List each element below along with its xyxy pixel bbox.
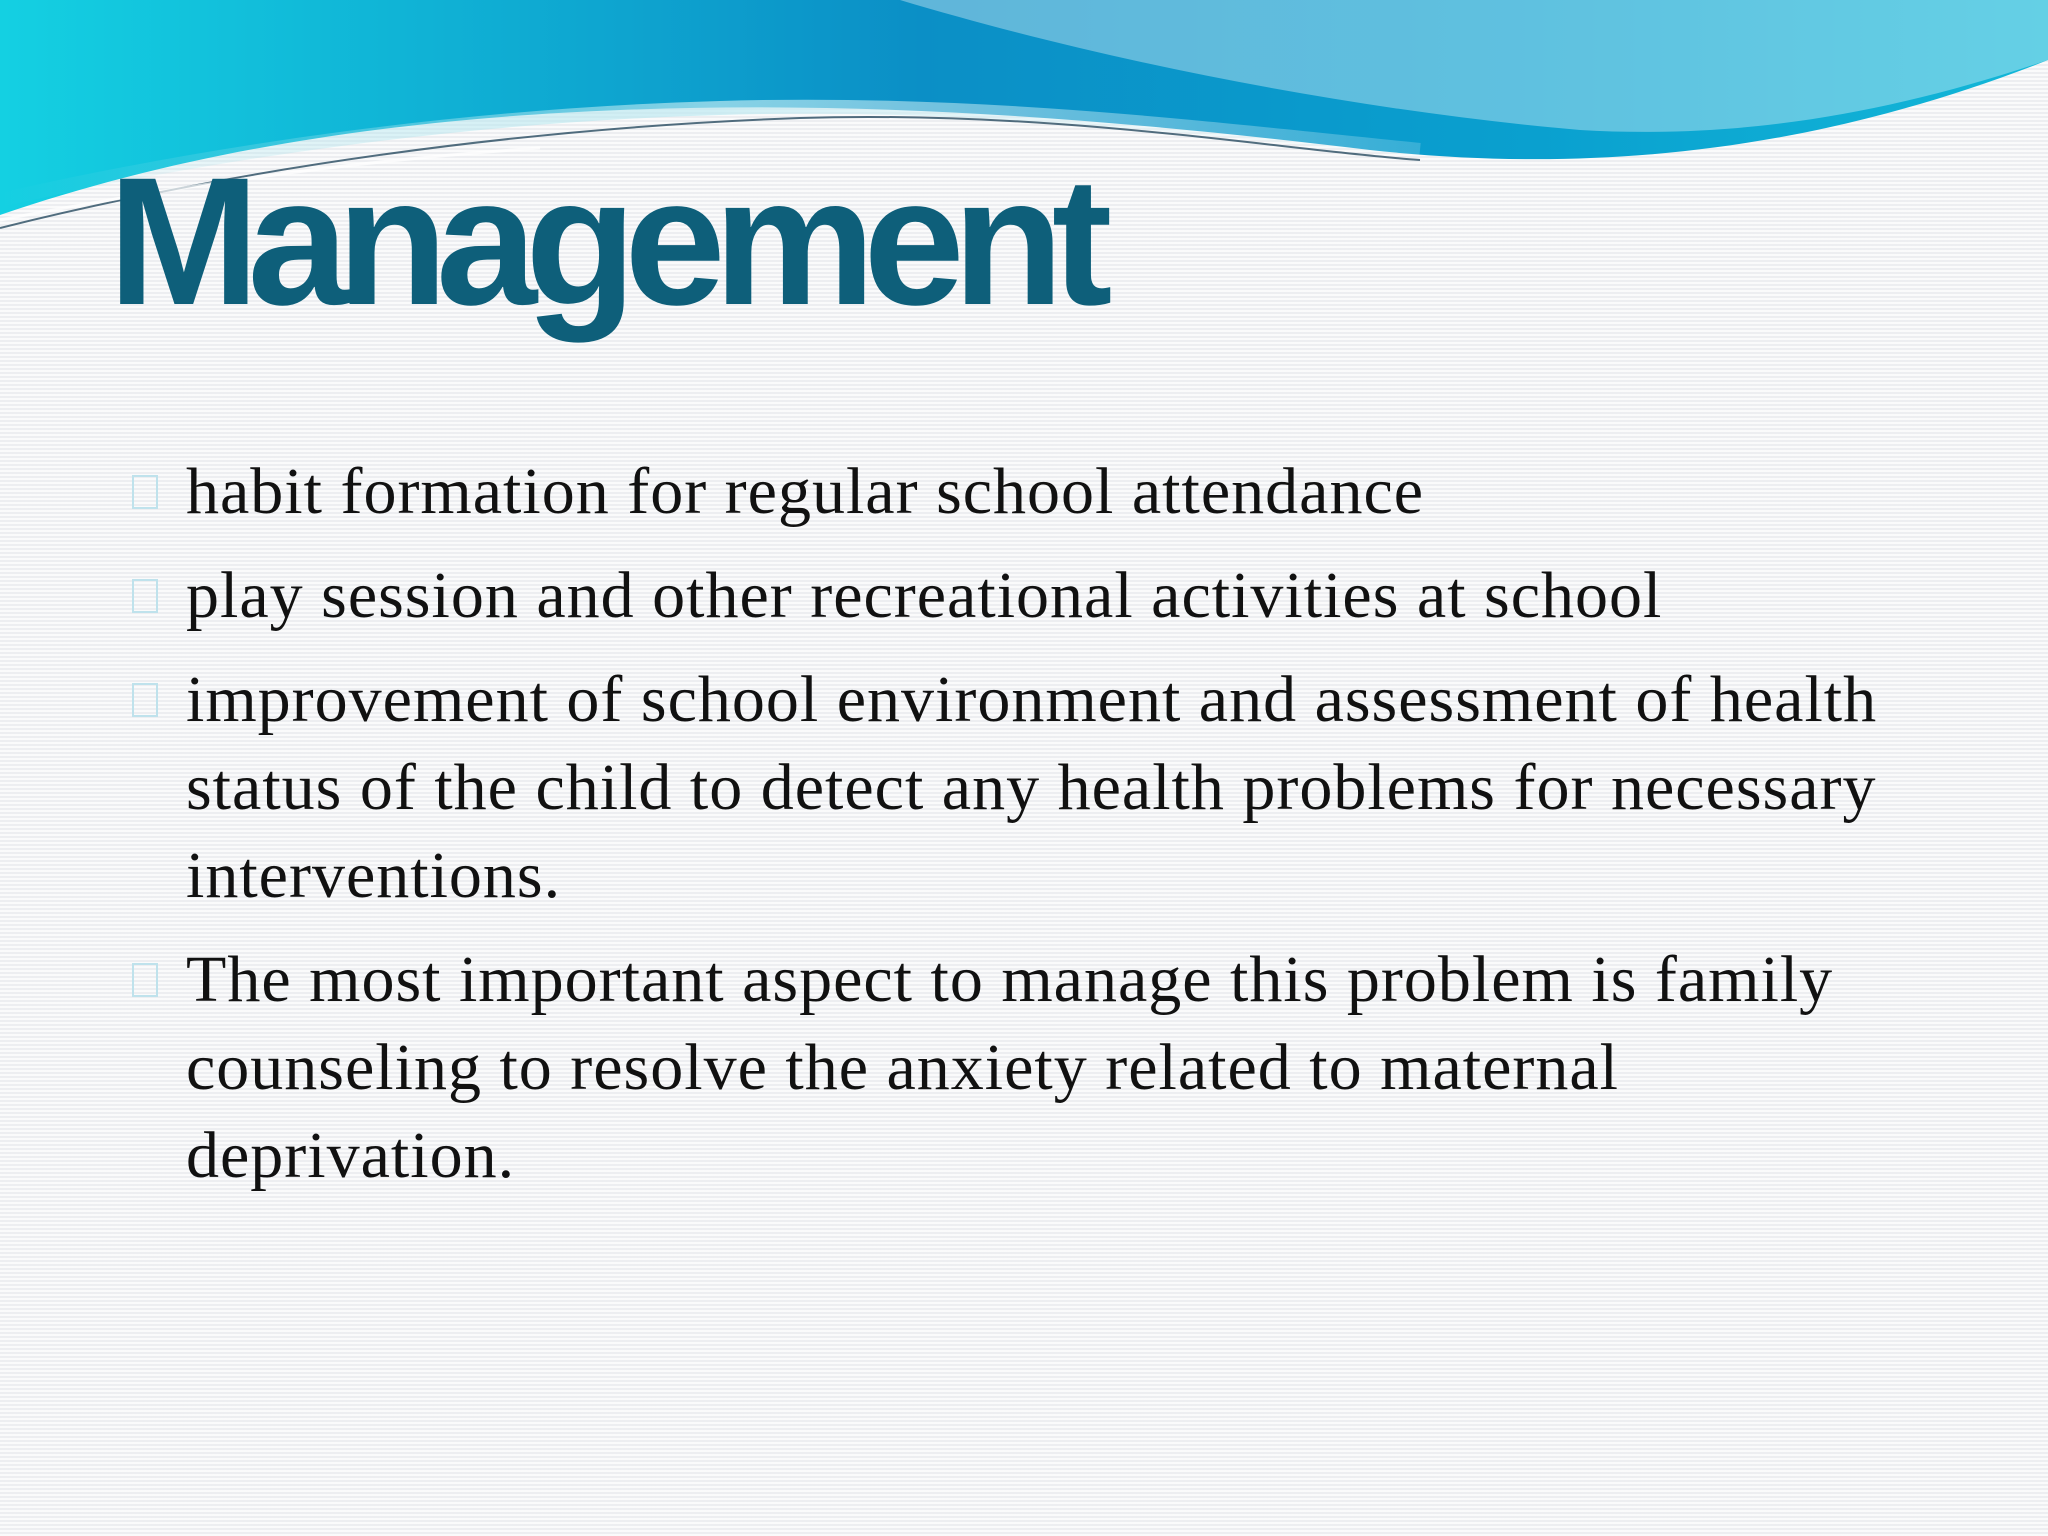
bullet-item — [128, 656, 1928, 920]
square-bullet-icon — [132, 683, 158, 717]
slide-title: Management — [108, 139, 1101, 343]
bullet-text: improvement of school environment and assessment of health status of the child to detect any health problems for necessary interventions. — [186, 663, 1878, 912]
bullet-list — [128, 448, 1928, 1216]
bullet-text: habit formation for regular school attendance — [186, 455, 1425, 528]
bullet-item — [128, 448, 1928, 536]
square-bullet-icon — [132, 963, 158, 997]
square-bullet-icon — [132, 579, 158, 613]
square-bullet-icon — [132, 475, 158, 509]
bullet-text: play session and other recreational activities at school — [186, 559, 1663, 632]
bullet-item — [128, 552, 1928, 640]
bullet-item — [128, 936, 1928, 1200]
bullet-text: The most important aspect to manage this problem is family counseling to resolve the anxiety related to maternal deprivation. — [186, 943, 1834, 1192]
